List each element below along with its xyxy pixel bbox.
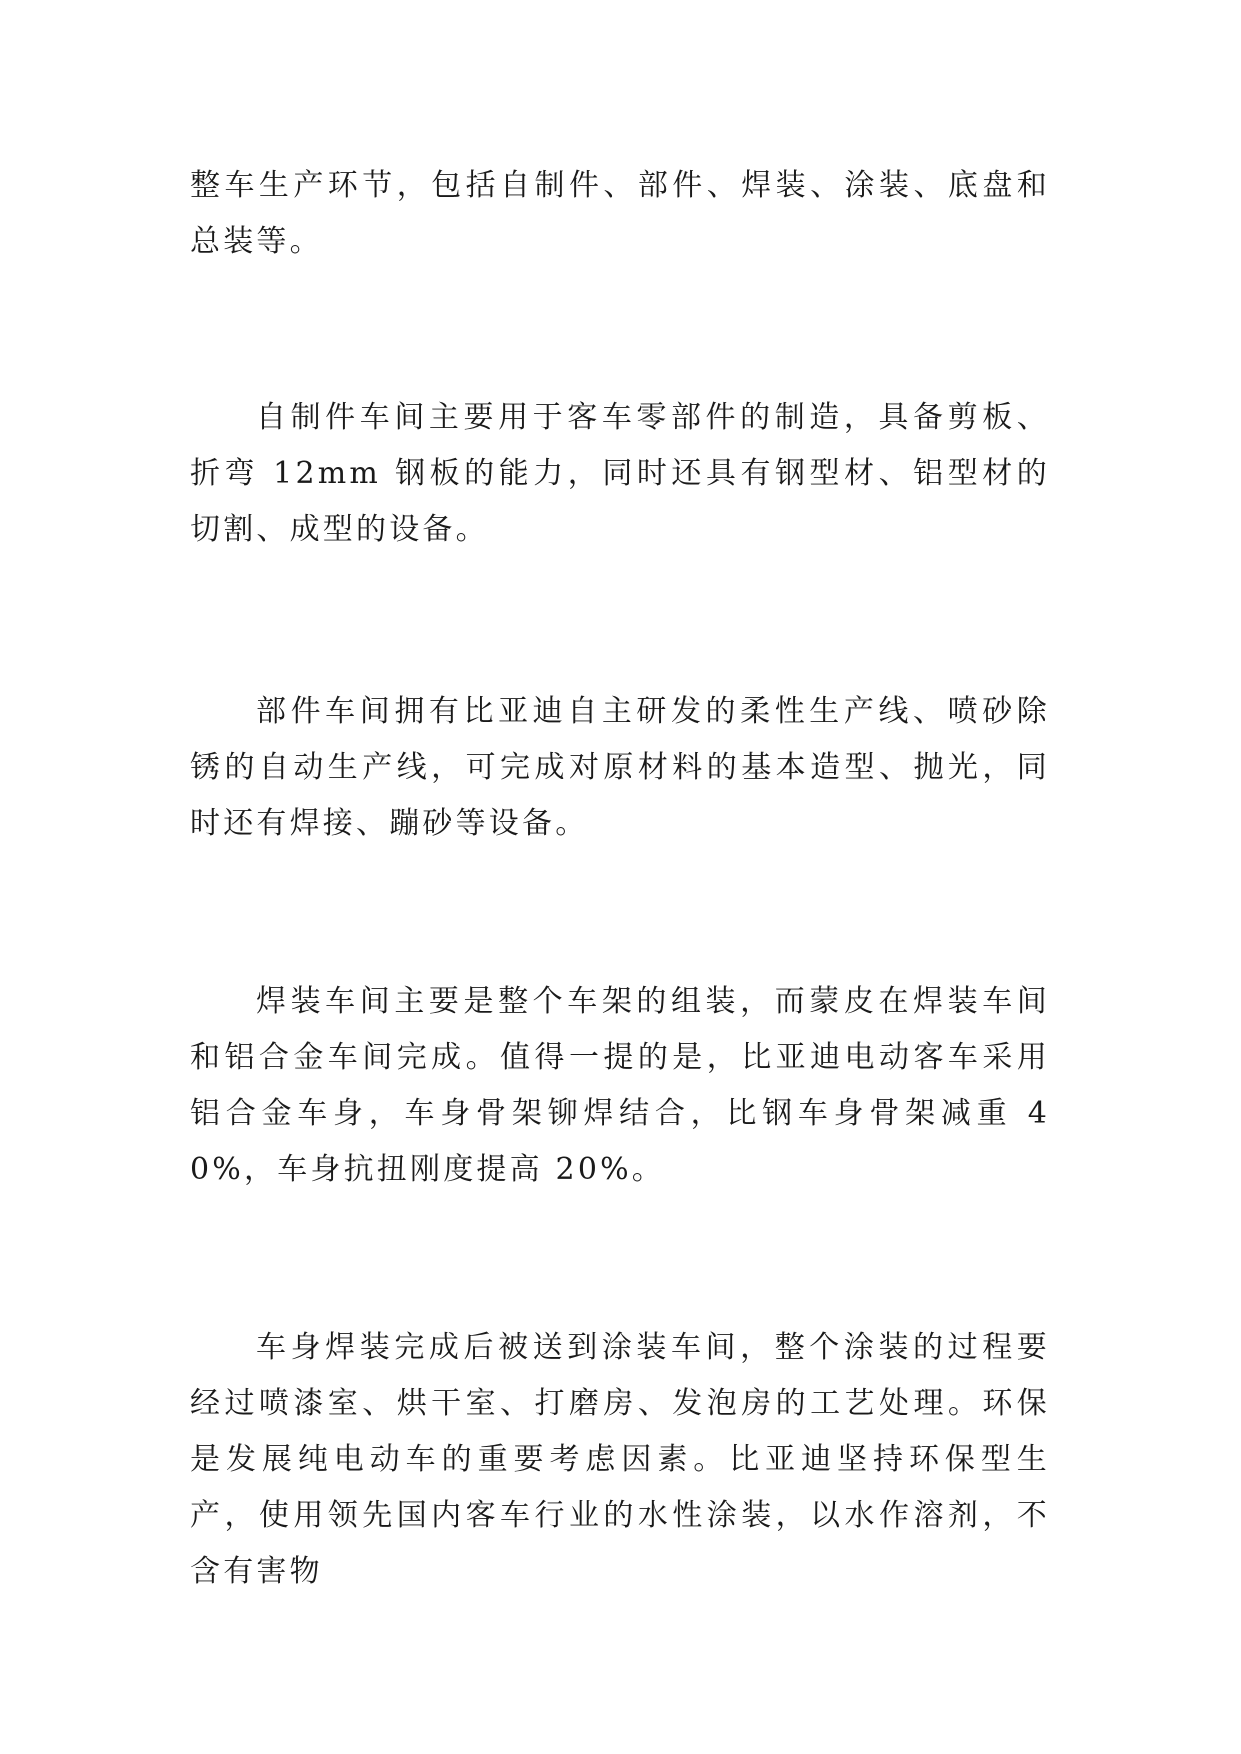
paragraph-assembly-stages: 整车生产环节，包括自制件、部件、焊装、涂装、底盘和总装等。 bbox=[190, 168, 1050, 259]
paragraph-components-workshop: 部件车间拥有比亚迪自主研发的柔性生产线、喷砂除锈的自动生产线，可完成对原材料的基本造型、抛光，同时还有焊接、蹦砂等设备。 bbox=[190, 694, 1050, 841]
paragraph-self-made-parts-workshop: 自制件车间主要用于客车零部件的制造，具备剪板、折弯 12mm 钢板的能力，同时还具有钢型材、铝型材的切割、成型的设备。 bbox=[190, 400, 1050, 547]
paragraph-painting-workshop: 车身焊装完成后被送到涂装车间，整个涂装的过程要经过喷漆室、烘干室、打磨房、发泡房的工艺处理。环保是发展纯电动车的重要考虑因素。比亚迪坚持环保型生产，使用领先国内客车行业的水性涂装，以水作溶剂，不含有害物 bbox=[190, 1330, 1050, 1589]
paragraph-welding-workshop: 焊装车间主要是整个车架的组装，而蒙皮在焊装车间和铝合金车间完成。值得一提的是，比亚迪电动客车采用铝合金车身，车身骨架铆焊结合，比钢车身骨架减重 40%，车身抗扭刚度提高 20%。 bbox=[190, 984, 1050, 1187]
